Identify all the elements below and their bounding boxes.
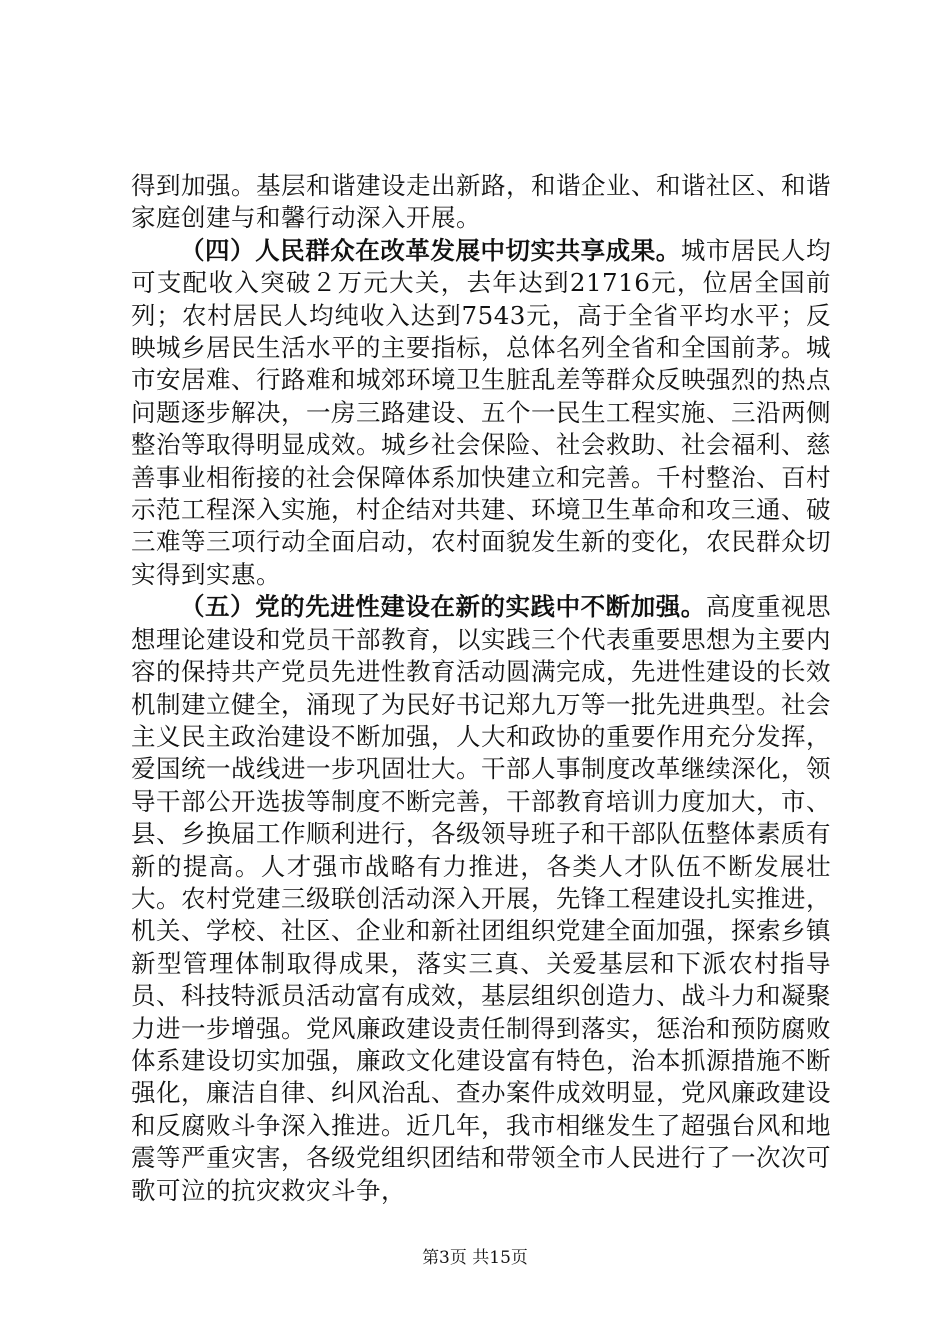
page-footer: [0, 1243, 950, 1268]
page-number-label: 第3页 共15页: [422, 1248, 528, 1268]
paragraph-section-four: [131, 235, 831, 591]
section-heading: （四）人民群众在改革发展中切实共享成果。: [180, 235, 681, 265]
section-heading: （五）党的先进性建设在新的实践中不断加强。: [180, 592, 706, 622]
paragraph-text: 高度重视思想理论建设和党员干部教育，以实践三个代表重要思想为主要内容的保持共产党员先进性教育活动圆满完成，先进性建设的长效机制建立健全，涌现了为民好书记郑九万等一批先进典型。社会主义民主政治建设不断加强，人大和政协的重要作用充分发挥，爱国统一战线进一步巩固壮大。干部人事制度改革继续深化，领导干部公开选拔等制度不断完善，干部教育培训力度加大，市、县、乡换届工作顺利进行，各级领导班子和干部队伍整体素质有新的提高。人才强市战略有力推进，各类人才队伍不断发展壮大。农村党建三级联创活动深入开展，先锋工程建设扎实推进，机关、学校、社区、企业和新社团组织党建全面加强，探索乡镇新型管理体制取得成果，落实三真、关爱基层和下派农村指导员、科技特派员活动富有成效，基层组织创造力、战斗力和凝聚力进一步增强。党风廉政建设责任制得到落实，惩治和预防腐败体系建设切实加强，廉政文化建设富有特色，治本抓源措施不断强化，廉洁自律、纠风治乱、查办案件成效明显，党风廉政建设和反腐败斗争深入推进。近几年，我市相继发生了超强台风和地震等严重灾害，各级党组织团结和带领全市人民进行了一次次可歌可泣的抗灾救灾斗争，: [131, 592, 832, 1205]
paragraph-text: 城市居民人均可支配收入突破２万元大关，去年达到21716元，位居全国前列；农村居民人均纯收入达到7543元，高于全省平均水平；反映城乡居民生活水平的主要指标，总体名列全省和全国前茅。城市安居难、行路难和城郊环境卫生脏乱差等群众反映强烈的热点问题逐步解决，一房三路建设、五个一民生工程实施、三沿两侧整治等取得明显成效。城乡社会保险、社会救助、社会福利、慈善事业相衔接的社会保障体系加快建立和完善。千村整治、百村示范工程深入实施，村企结对共建、环境卫生革命和攻三通、破三难等三项行动全面启动，农村面貌发生新的变化，农民群众切实得到实惠。: [131, 235, 832, 589]
document-body: [131, 170, 831, 1207]
paragraph-continuation: [131, 170, 831, 235]
paragraph-section-five: [131, 591, 831, 1207]
paragraph-text: 得到加强。基层和谐建设走出新路，和谐企业、和谐社区、和谐家庭创建与和馨行动深入开展。: [131, 171, 831, 233]
